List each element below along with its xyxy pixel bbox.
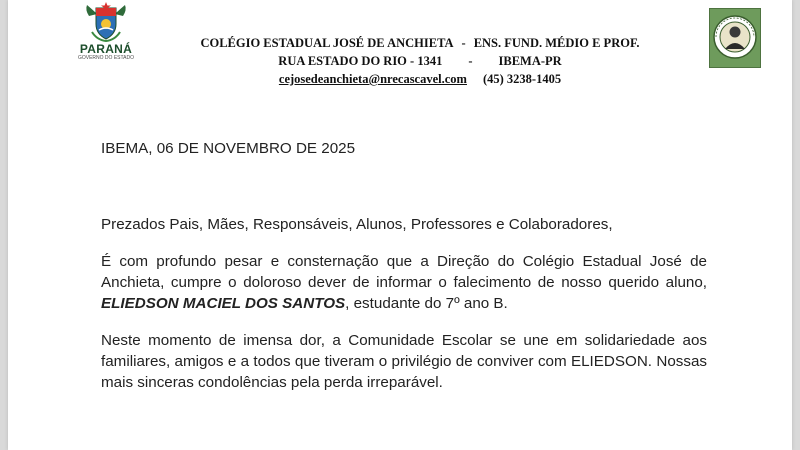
email-link[interactable]: cejosedeanchieta@nrecascavel.com	[278, 72, 467, 86]
paragraph-2: Neste momento de imensa dor, a Comunidade Escolar se une em solidariedade aos familiares, amigos e a todos que tiveram o privilégio de conviver com ELIEDSON. Nossas mais sinceras condolências pela perda irreparável.	[101, 332, 707, 391]
salutation: Prezados Pais, Mães, Responsáveis, Alunos, Professores e Colaboradores,	[101, 216, 613, 233]
letterhead-line-2	[140, 52, 700, 70]
parana-coat-of-arms-icon	[70, 2, 142, 42]
school-emblem	[709, 8, 761, 68]
student-name: ELIEDSON MACIEL DOS SANTOS	[101, 295, 346, 312]
date-line: IBEMA, 06 DE NOVEMBRO DE 2025	[101, 140, 356, 157]
school-name: COLÉGIO ESTADUAL JOSÉ DE ANCHIETA	[200, 36, 454, 50]
school-address: RUA ESTADO DO RIO - 1341	[278, 54, 443, 68]
state-name: PARANÁ	[79, 42, 133, 56]
school-emblem-icon	[710, 9, 760, 67]
letterhead	[140, 34, 700, 88]
separator: -	[468, 54, 473, 68]
paragraph-1-end: , estudante do 7º ano B.	[345, 295, 508, 312]
state-government-label: GOVERNO DO ESTADO	[77, 55, 135, 61]
paragraph-1-start: É com profundo pesar e consternação que a Direção do Colégio Estadual José de Anchieta, cumpre o doloroso dever de informar o falecimento de nosso querido aluno,	[101, 253, 707, 291]
city-state: IBEMA-PR	[498, 54, 562, 68]
phone-number: (45) 3238-1405	[482, 72, 562, 86]
letterhead-line-1	[140, 34, 700, 52]
letter-page	[8, 0, 792, 450]
letterhead-line-3	[140, 70, 700, 88]
school-level: ENS. FUND. MÉDIO E PROF.	[473, 36, 640, 50]
separator: -	[461, 36, 466, 50]
paragraph-1	[101, 251, 707, 314]
letter-body	[101, 138, 707, 393]
parana-logo	[70, 2, 142, 68]
